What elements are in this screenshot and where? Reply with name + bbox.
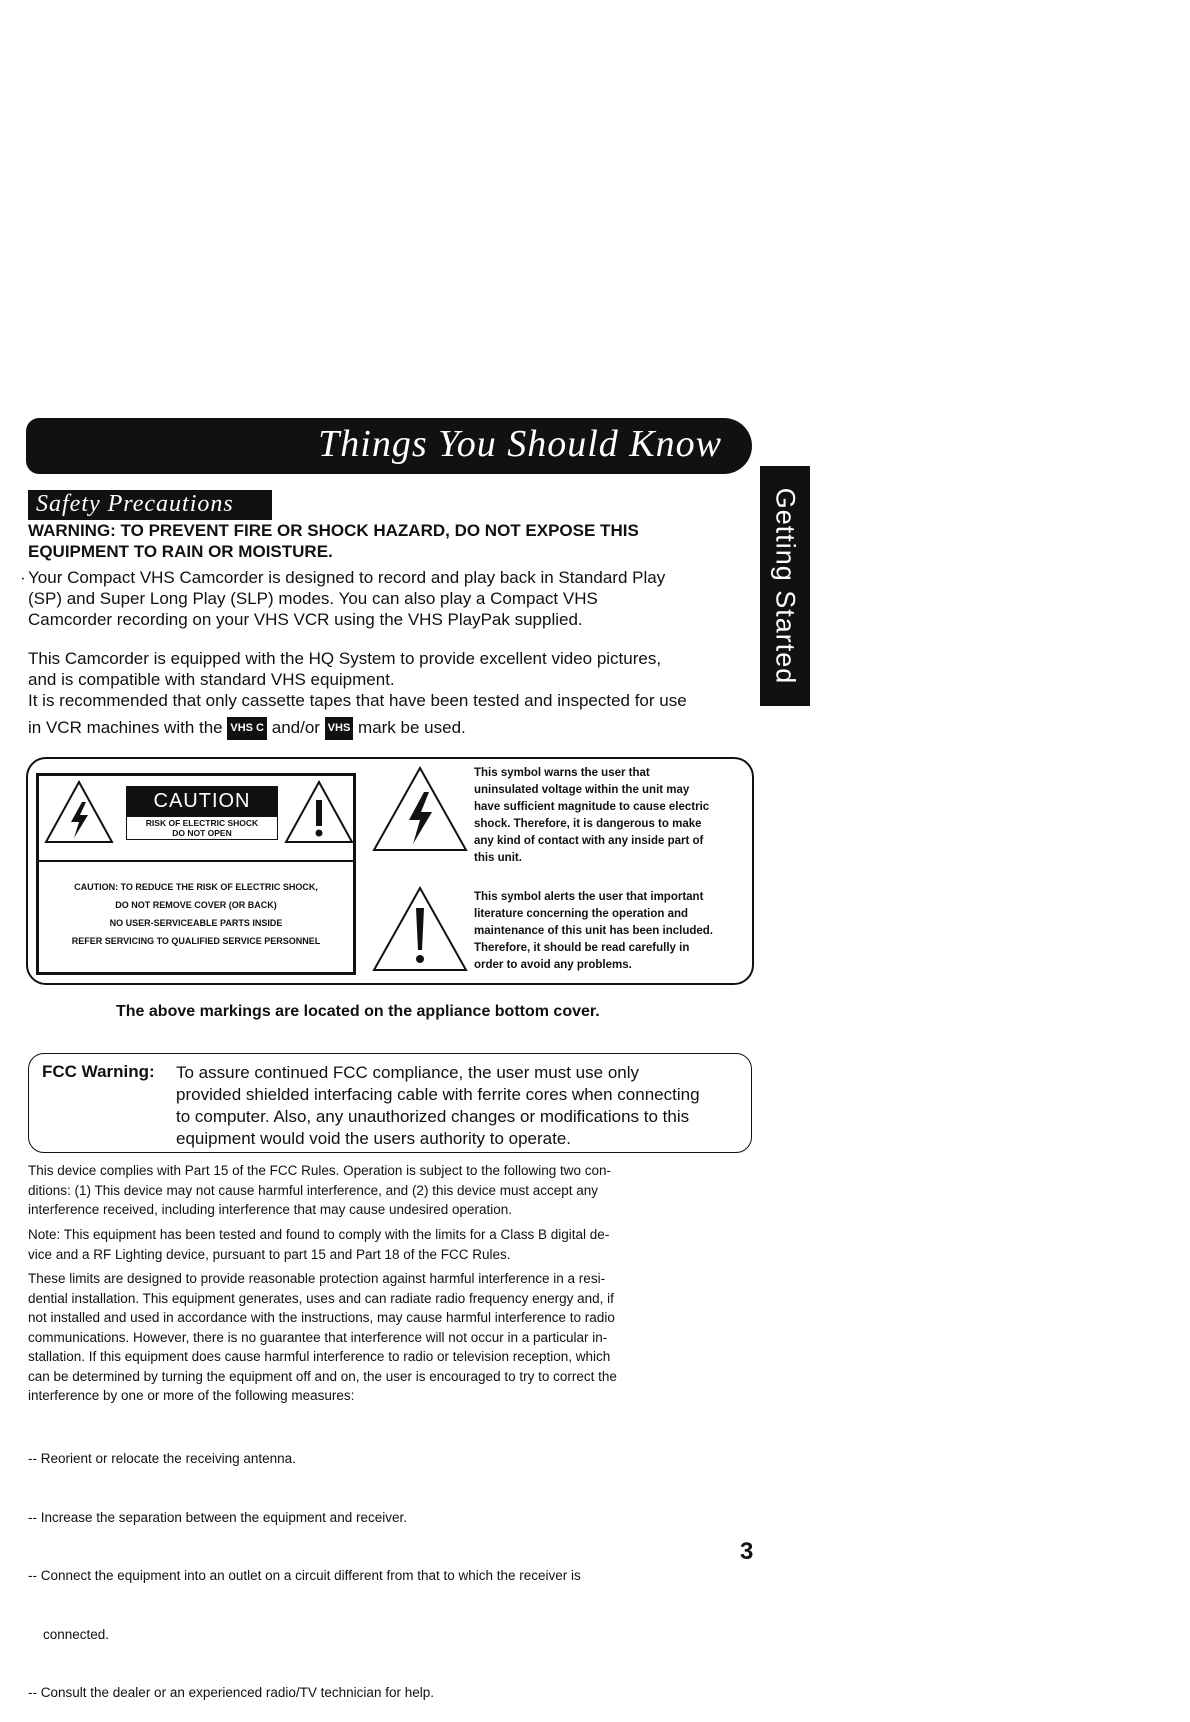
risk-of-shock-label: RISK OF ELECTRIC SHOCK DO NOT OPEN [126, 816, 278, 840]
lightning-symbol-description: This symbol warns the user that uninsulated voltage within the unit may have sufficient magnitude to cause electric shock. Therefore, it is dangerous to make any kind of contact with any inside part of this unit. [474, 767, 710, 864]
warning-heading [28, 520, 748, 562]
text-line: It is recommended that only cassette tapes that have been tested and inspected for use [28, 691, 687, 710]
fcc-warning-label: FCC Warning: [42, 1062, 155, 1081]
list-item: -- Increase the separation between the equipment and receiver. [28, 1509, 407, 1525]
fcc-measures-list [28, 1410, 758, 1722]
warning-line: EQUIPMENT TO RAIN OR MOISTURE. [28, 542, 333, 561]
exclamation-warning-icon [284, 780, 354, 844]
vhs-c-logo: VHS C [227, 717, 267, 740]
fcc-warning-text: To assure continued FCC compliance, the user must use only provided shielded interfacing cable with ferrite cores when connecting to computer. Also, any unauthorized changes or modifications to this equipment would void the users authority to operate. [176, 1063, 700, 1148]
side-tab-label: Getting Started [770, 487, 801, 685]
header-banner [26, 418, 752, 474]
list-item: -- Consult the dealer or an experienced radio/TV technician for help. [28, 1685, 434, 1700]
text-line: Camcorder recording on your VHS VCR using the VHS PlayPak supplied. [28, 610, 583, 629]
warning-line: WARNING: TO PREVENT FIRE OR SHOCK HAZARD, DO NOT EXPOSE THIS [28, 521, 639, 540]
text-line: · Your Compact VHS Camcorder is designed to record and play back in Standard Play [20, 568, 666, 587]
caution-title: CAUTION [126, 786, 278, 816]
section-title: Safety Precautions [36, 491, 234, 517]
fcc-limits-paragraph: These limits are designed to provide reasonable protection against harmful interference in a resi- dential installation. This equipment generates, uses and can radiate radio frequency energy and, if not installed and used in accordance with the instructions, may cause harmful interference to radio communications. However, there is no guarantee that interference will not occur in a particular in- stallation. If this equipment does cause harmful interference to radio or television reception, which can be determined by turning the equipment off and on, the user is encouraged to try to correct the interference by one or more of the following measures: [28, 1271, 617, 1403]
lightning-symbol-icon [372, 766, 468, 852]
markings-note: The above markings are located on the appliance bottom cover. [116, 1003, 600, 1020]
vhs-logo: VHS [325, 717, 354, 740]
list-item: -- Connect the equipment into an outlet on a circuit different from that to which the receiver is [28, 1568, 581, 1583]
text-line: and is compatible with standard VHS equipment. [28, 670, 395, 689]
exclamation-symbol-icon [372, 886, 468, 972]
list-item: -- Reorient or relocate the receiving antenna. [28, 1451, 296, 1466]
caution-instructions: CAUTION: TO REDUCE THE RISK OF ELECTRIC SHOCK, DO NOT REMOVE COVER (OR BACK) NO USER-SERVICEABLE PARTS INSIDE REFER SERVICING TO QUALIFIED SERVICE PERSONNEL [71, 882, 321, 946]
page-number: 3 [740, 1538, 754, 1565]
intro-paragraph [20, 567, 750, 630]
hq-paragraph [28, 648, 758, 740]
fcc-note-paragraph: Note: This equipment has been tested and found to comply with the limits for a Class B digital de- vice and a RF Lighting device, pursuant to part 15 and Part 18 of the FCC Rules. [28, 1227, 610, 1262]
text-line: (SP) and Super Long Play (SLP) modes. You can also play a Compact VHS [28, 589, 598, 608]
exclamation-symbol-description: This symbol alerts the user that important literature concerning the operation and maintenance of this unit has been included. Therefore, it should be read carefully in order to avoid any problems. [474, 891, 713, 971]
fcc-compliance-paragraph: This device complies with Part 15 of the FCC Rules. Operation is subject to the following two con- ditions: (1) This device may not cause harmful interference, and (2) this device must accept any interference received, including interference that may cause undesired operation. [28, 1163, 612, 1217]
section-header [28, 490, 272, 520]
text-line: in VCR machines with the VHS C and/or VHS mark be used. [28, 717, 758, 740]
text-line: This Camcorder is equipped with the HQ System to provide excellent video pictures, [28, 649, 662, 668]
caution-divider [38, 860, 354, 862]
side-tab-getting-started [760, 466, 810, 706]
lightning-warning-icon [44, 780, 114, 844]
list-item: connected. [28, 1626, 110, 1642]
page-title: Things You Should Know [318, 423, 722, 465]
